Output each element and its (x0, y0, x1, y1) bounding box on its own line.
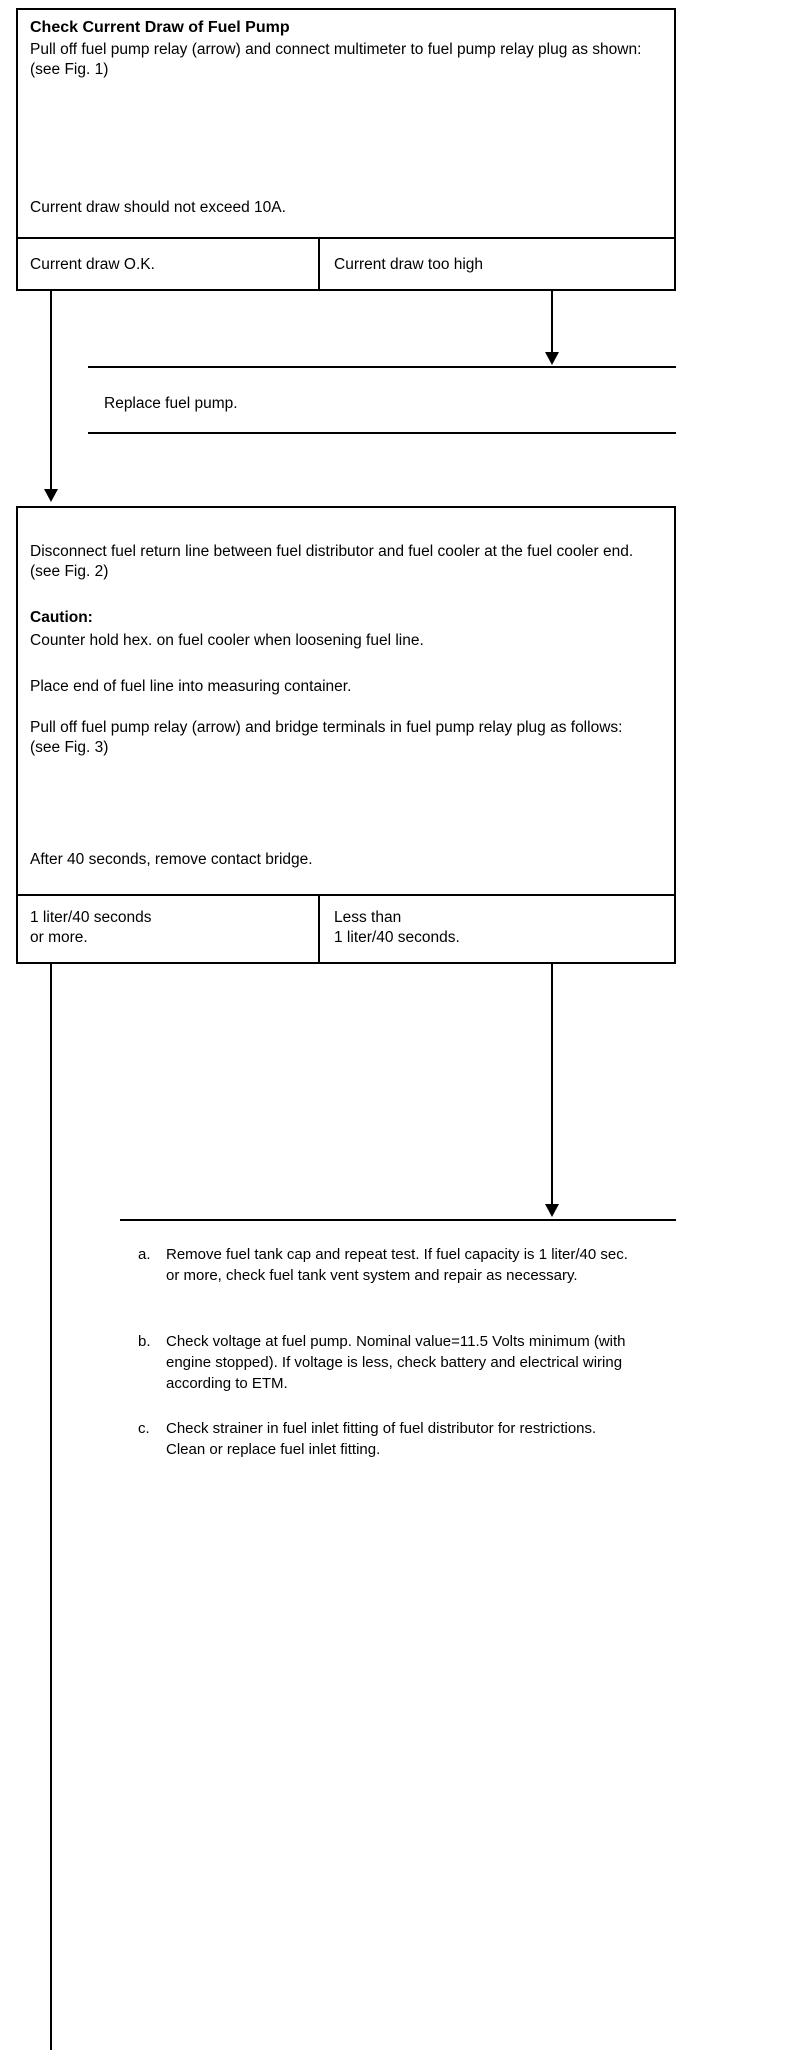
fuel-delivery-result-divider (16, 894, 676, 896)
connector-flow-low-vertical (551, 964, 553, 1206)
replace-block-top-rule (88, 366, 676, 368)
fuel-delivery-line4: After 40 seconds, remove contact bridge. (30, 851, 313, 868)
connector-ok-arrow (44, 489, 58, 502)
step-box-current-draw-spec: Current draw should not exceed 10A. (30, 199, 286, 216)
fuel-delivery-result-split (318, 894, 320, 964)
fuel-delivery-caution-text: Counter hold hex. on fuel cooler when loosening fuel line. (30, 632, 424, 649)
connector-ok-vertical (50, 291, 52, 491)
result-flow-low-line2: 1 liter/40 seconds. (334, 929, 460, 946)
fuel-delivery-line3: Pull off fuel pump relay (arrow) and bridge terminals in fuel pump relay plug as follows: (see Fig. 3) (30, 719, 623, 756)
fuel-delivery-line2: Place end of fuel line into measuring container. (30, 678, 352, 695)
step-box-current-draw-result-split (318, 237, 320, 291)
result-current-draw-ok: Current draw O.K. (30, 256, 155, 273)
result-current-draw-too-high: Current draw too high (334, 256, 484, 273)
fuel-delivery-caution-label: Caution: (30, 609, 93, 626)
action-list-top-rule (120, 1219, 676, 1221)
connector-flow-low-arrow (545, 1204, 559, 1217)
connector-too-high-arrow (545, 352, 559, 365)
action-item-a-text: Remove fuel tank cap and repeat test. If fuel capacity is 1 liter/40 sec. or more, check fuel tank vent system and repair as necessary. (166, 1246, 628, 1284)
result-flow-ok-line1: 1 liter/40 seconds (30, 909, 152, 926)
step-box-current-draw-instruction: Pull off fuel pump relay (arrow) and connect multimeter to fuel pump relay plug as shown: (see Fig. 1) (30, 41, 642, 78)
step-box-current-draw-heading: Check Current Draw of Fuel Pump (30, 19, 290, 36)
action-item-a-marker: a. (138, 1246, 151, 1263)
step-box-current-draw-result-divider (16, 237, 676, 239)
result-flow-ok-line2: or more. (30, 929, 88, 946)
connector-flow-ok-vertical (50, 964, 52, 2050)
action-item-c-text: Check strainer in fuel inlet fitting of fuel distributor for restrictions. Clean or replace fuel inlet fitting. (166, 1420, 597, 1458)
fuel-delivery-line1: Disconnect fuel return line between fuel distributor and fuel cooler at the fuel cooler end. (see Fig. 2) (30, 543, 634, 580)
action-item-b-marker: b. (138, 1333, 151, 1350)
action-item-b-text: Check voltage at fuel pump. Nominal value=11.5 Volts minimum (with engine stopped). If voltage is less, check battery and electrical wiring according to ETM. (166, 1333, 626, 1392)
action-item-c-marker: c. (138, 1420, 150, 1437)
result-flow-low-line1: Less than (334, 909, 402, 926)
replace-block-text: Replace fuel pump. (104, 395, 238, 412)
connector-too-high-vertical (551, 291, 553, 354)
replace-block-bottom-rule (88, 432, 676, 434)
